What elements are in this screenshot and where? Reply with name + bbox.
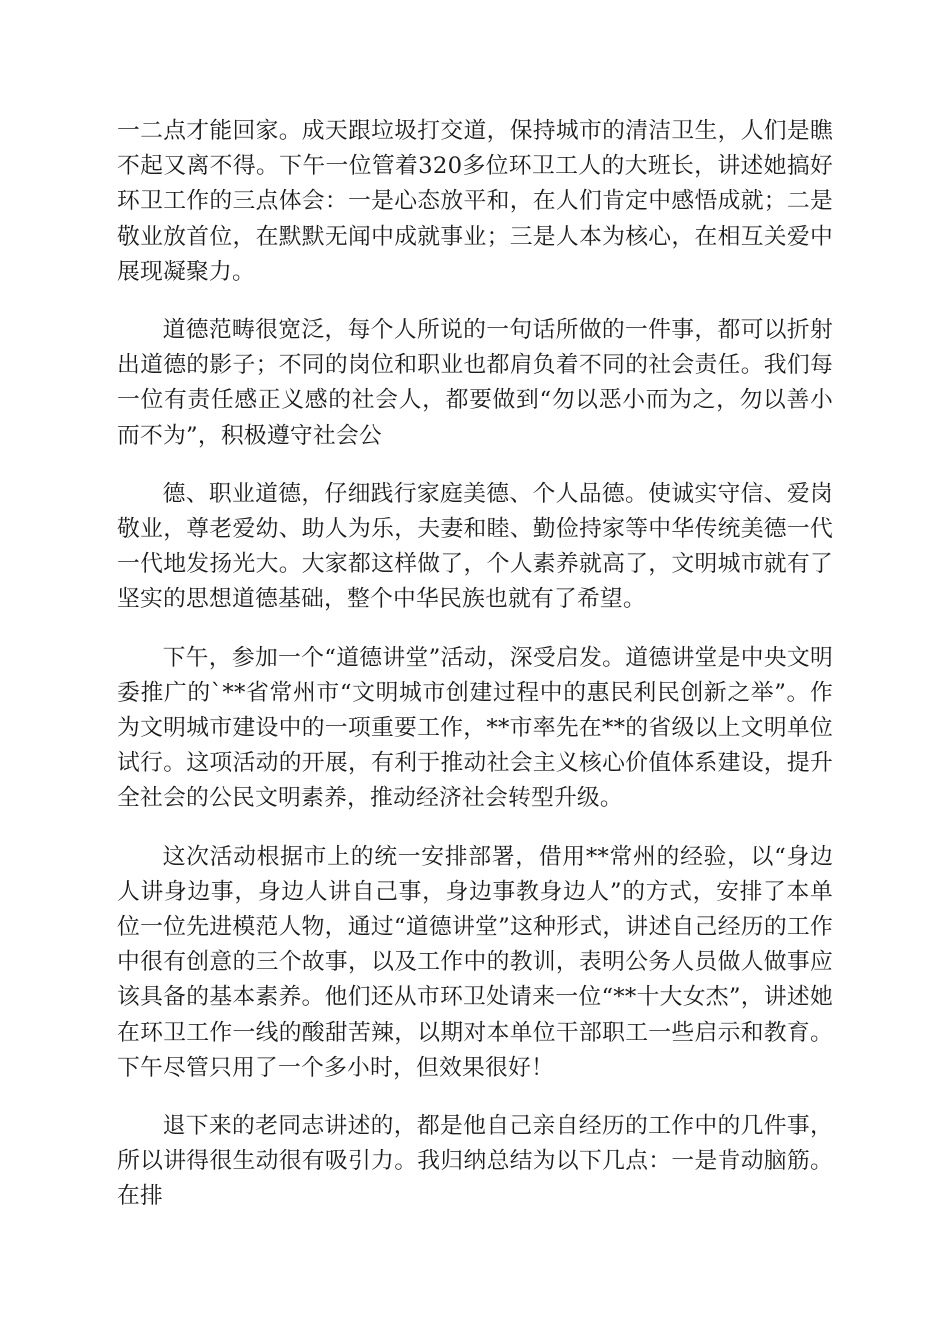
- paragraph-3: 德、职业道德，仔细践行家庭美德、个人品德。使诚实守信、爱岗敬业，尊老爱幼、助人为乐，夫妻和睦、勤俭持家等中华传统美德一代一代地发扬光大。大家都这样做了，个人素养就高了，文明城市就有了坚实的思想道德基础，整个中华民族也就有了希望。: [117, 480, 833, 613]
- paragraph-2: 道德范畴很宽泛，每个人所说的一句话所做的一件事，都可以折射出道德的影子；不同的岗位和职业也都肩负着不同的社会责任。我们每一位有责任感正义感的社会人，都要做到“勿以恶小而为之，勿以善小而不为”，积极遵守社会公: [117, 317, 833, 449]
- paragraph-4: 下午，参加一个“道德讲堂”活动，深受启发。道德讲堂是中央文明委推广的`**省常州市“文明城市创建过程中的惠民利民创新之举”。作为文明城市建设中的一项重要工作，**市率先在**的省级以上文明单位试行。这项活动的开展，有利于推动社会主义核心价值体系建设，提升全社会的公民文明素养，推动经济社会转型升级。: [117, 644, 833, 812]
- document-body: [117, 114, 833, 1238]
- paragraph-1: 一二点才能回家。成天跟垃圾打交道，保持城市的清洁卫生，人们是瞧不起又离不得。下午一位管着320多位环卫工人的大班长，讲述她搞好环卫工作的三点体会：一是心态放平和，在人们肯定中感悟成就；二是敬业放首位，在默默无闻中成就事业；三是人本为核心，在相互关爱中展现凝聚力。: [117, 118, 833, 285]
- paragraph-5: 这次活动根据市上的统一安排部署，借用**常州的经验，以“身边人讲身边事，身边人讲自己事，身边事教身边人”的方式，安排了本单位一位先进模范人物，通过“道德讲堂”这种形式，讲述自己经历的工作中很有创意的三个故事，以及工作中的教训，表明公务人员做人做事应该具备的基本素养。他们还从市环卫处请来一位“**十大女杰”，讲述她在环卫工作一线的酸甜苦辣，以期对本单位干部职工一些启示和教育。下午尽管只用了一个多小时，但效果很好！: [117, 843, 833, 1081]
- paragraph-6: 退下来的老同志讲述的，都是他自己亲自经历的工作中的几件事，所以讲得很生动很有吸引力。我归纳总结为以下几点：一是肯动脑筋。在排: [117, 1113, 833, 1210]
